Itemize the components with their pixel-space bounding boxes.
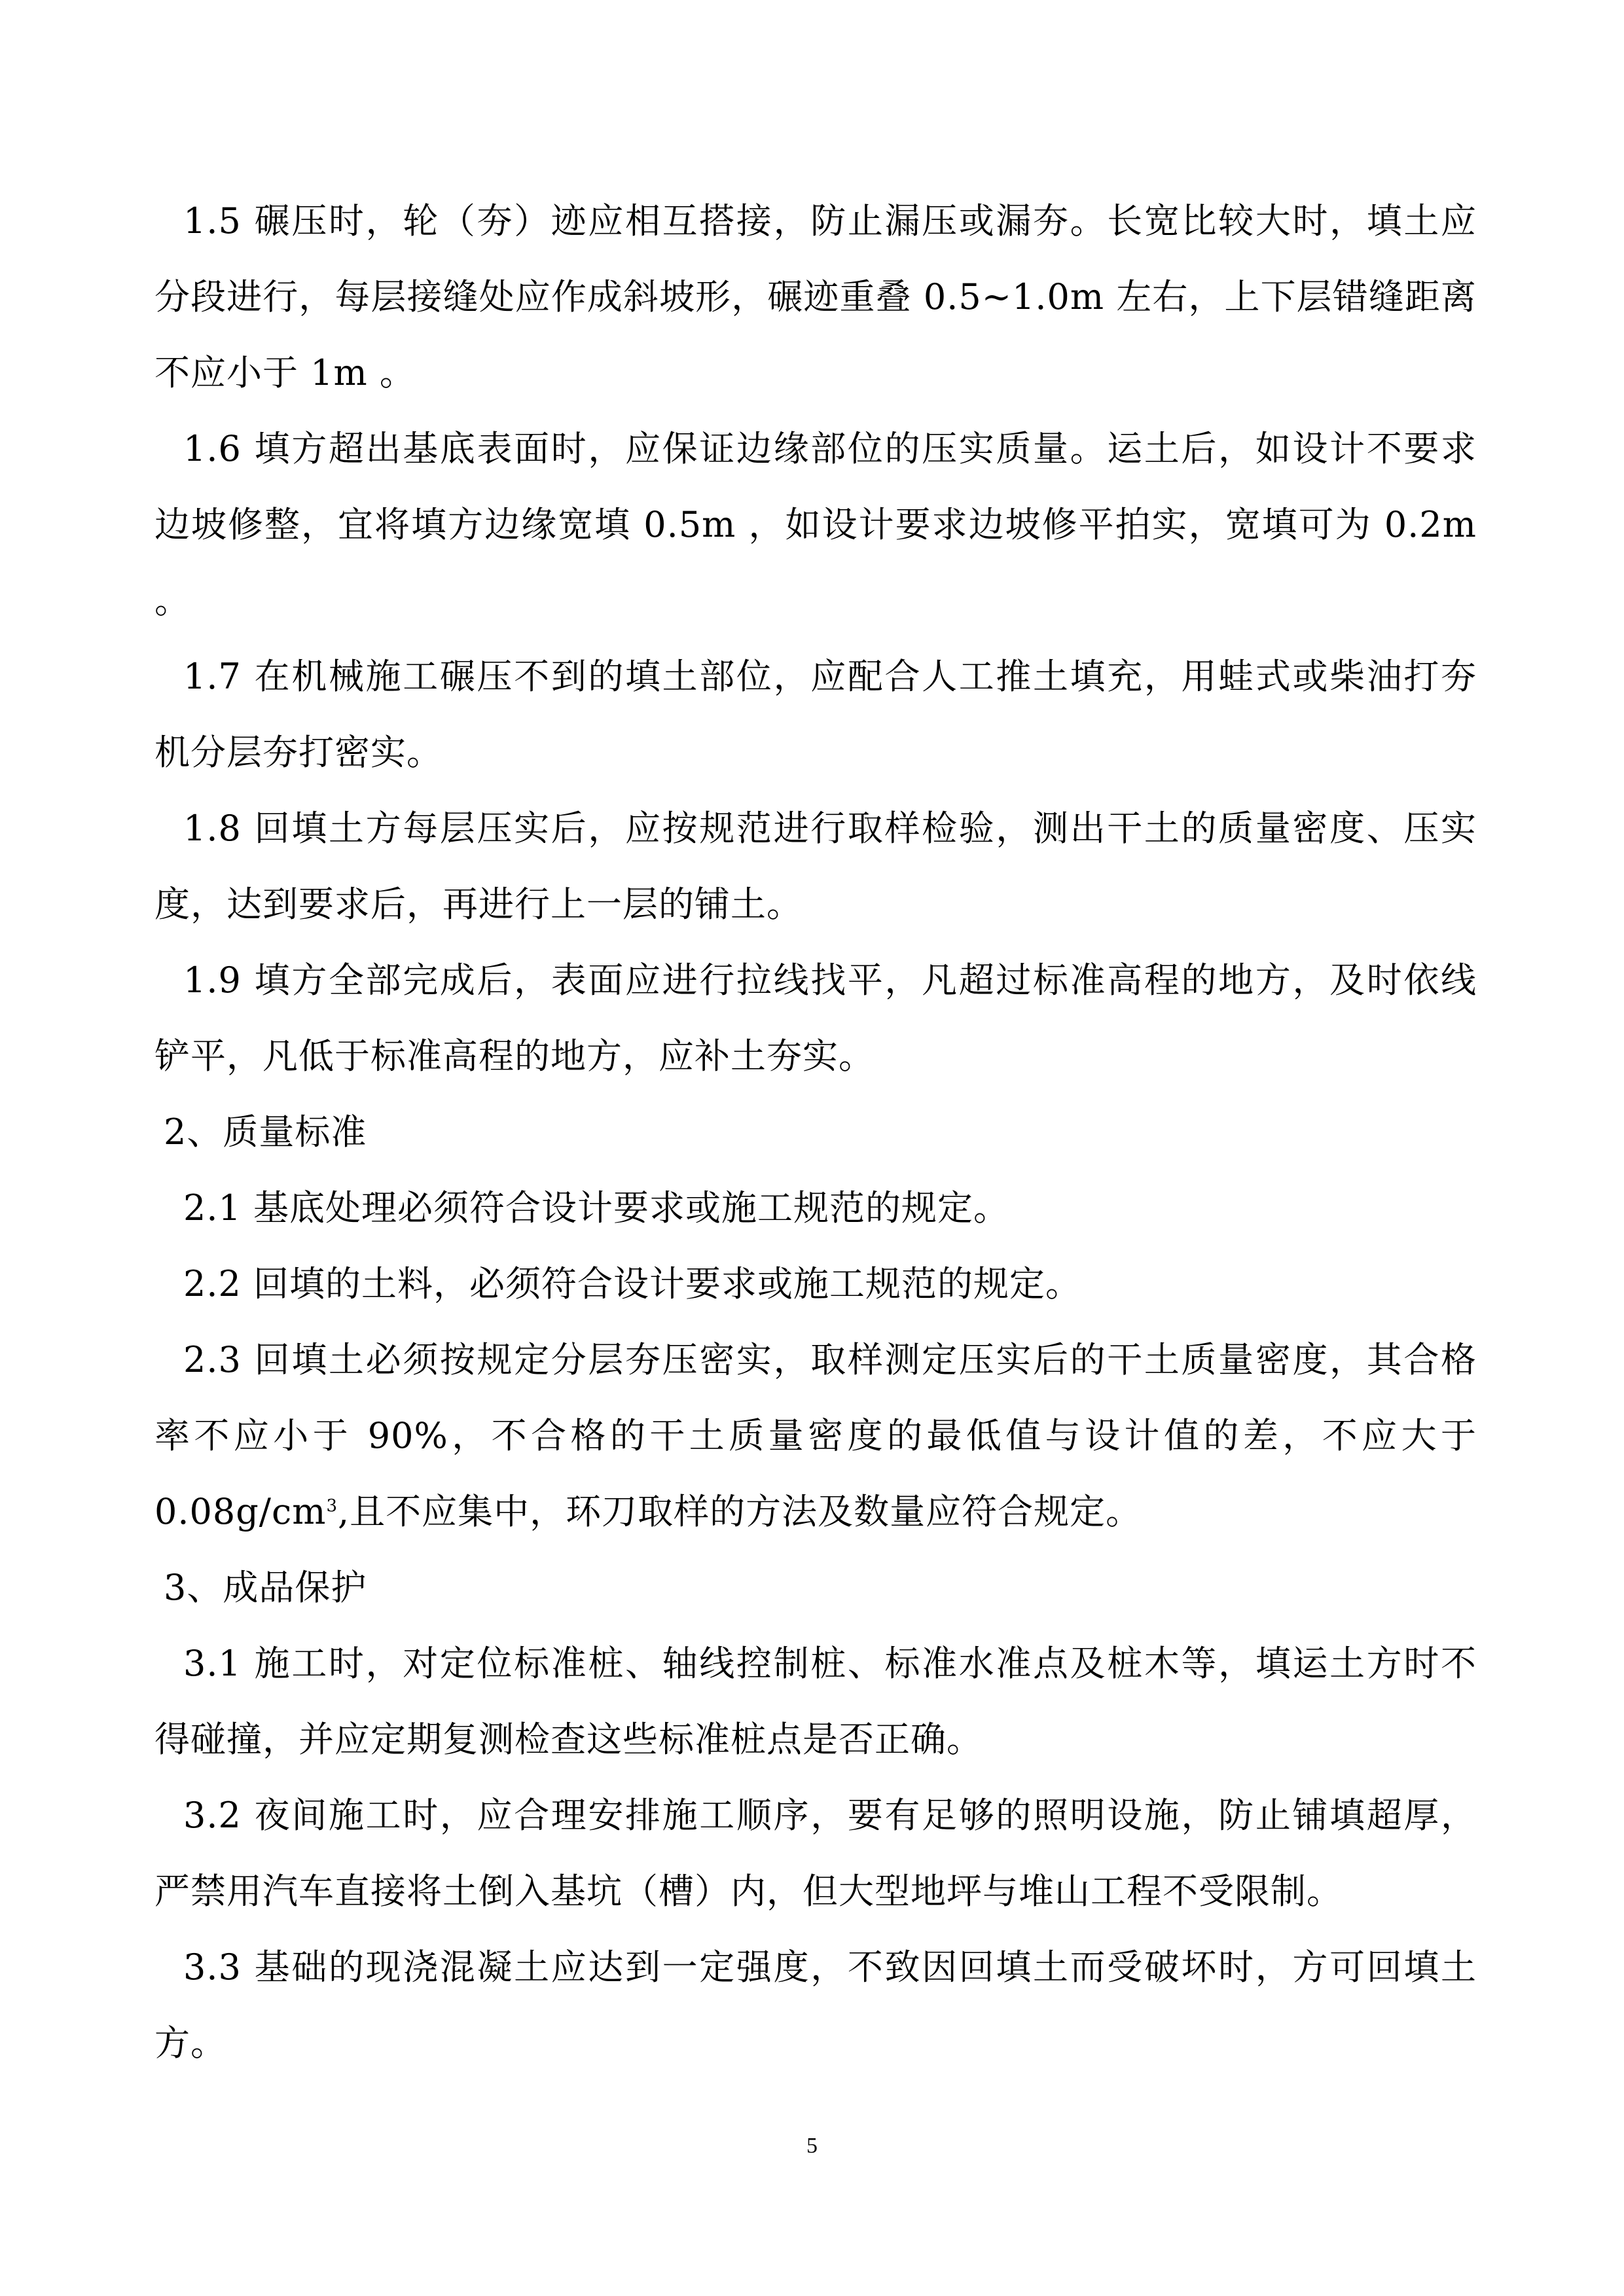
paragraph-2-3-text-a: 2.3 回填土必须按规定分层夯压密实，取样测定压实后的干土质量密度，其合格率不应小于 90%，不合格的干土质量密度的最低值与设计值的差，不应大于 0.08g/cm [154,1339,1477,1532]
paragraph-2-1: 2.1 基底处理必须符合设计要求或施工规范的规定。 [183,1187,1010,1229]
paragraph-1-7: 1.7 在机械施工碾压不到的填土部位，应配合人工推土填充，用蛙式或柴油打夯机分层夯打密实。 [154,656,1477,773]
paragraph-3-2: 3.2 夜间施工时，应合理安排施工顺序，要有足够的照明设施，防止铺填超厚，严禁用汽车直接将土倒入基坑（槽）内，但大型地坪与堆山工程不受限制。 [154,1795,1477,1912]
paragraph-1-5: 1.5 碾压时，轮（夯）迹应相互搭接，防止漏压或漏夯。长宽比较大时，填土应分段进行，每层接缝处应作成斜坡形，碾迹重叠 0.5~1.0m 左右，上下层错缝距离不应小于 1m 。 [154,200,1477,393]
paragraph-1-6: 1.6 填方超出基底表面时，应保证边缘部位的压实质量。运土后，如设计不要求边坡修整，宜将填方边缘宽填 0.5m ，如设计要求边坡修平拍实，宽填可为 0.2m 。 [154,428,1477,621]
document-body [154,183,1477,2081]
page-number: 5 [806,2134,818,2158]
paragraph-1-8: 1.8 回填土方每层压实后，应按规范进行取样检验，测出干土的质量密度、压实度，达到要求后，再进行上一层的铺土。 [154,808,1477,925]
paragraph-1-9: 1.9 填方全部完成后，表面应进行拉线找平，凡超过标准高程的地方，及时依线铲平，凡低于标准高程的地方，应补土夯实。 [154,960,1477,1077]
paragraph-3-1: 3.1 施工时，对定位标准桩、轴线控制桩、标准水准点及桩木等，填运土方时不得碰撞，并应定期复测检查这些标准桩点是否正确。 [154,1643,1477,1760]
section-heading-product-protection: 3、成品保护 [164,1567,367,1608]
superscript-cubic: 3 [326,1496,338,1516]
paragraph-2-3 [154,1322,1477,1550]
section-heading-quality-standard: 2、质量标准 [164,1111,367,1153]
paragraph-3-3: 3.3 基础的现浇混凝土应达到一定强度，不致因回填土而受破坏时，方可回填土方。 [154,1946,1477,2064]
paragraph-2-2: 2.2 回填的土料，必须符合设计要求或施工规范的规定。 [183,1263,1082,1304]
paragraph-2-3-text-b: ,且不应集中，环刀取样的方法及数量应符合规定。 [338,1491,1142,1532]
